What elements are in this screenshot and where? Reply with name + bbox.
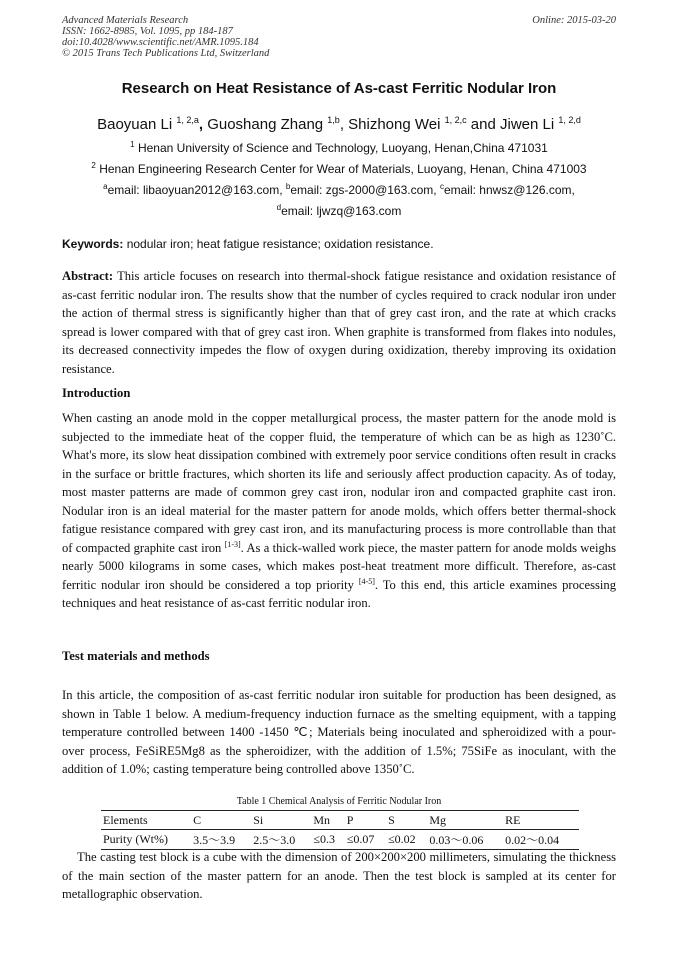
email-text: email: hnwsz@126.com,	[443, 183, 575, 197]
email-sup: b	[285, 182, 291, 191]
online-date: Online: 2015-03-20	[532, 15, 616, 26]
table-header-row	[101, 811, 579, 830]
keywords-text: nodular iron; heat fatigue resistance; oxidation resistance.	[126, 237, 434, 251]
citation-ref: [4-5]	[358, 576, 375, 586]
table-cell: ≤0.02	[386, 830, 427, 850]
journal-name: Advanced Materials Research	[62, 15, 189, 26]
citation-ref: [1-3]	[224, 539, 241, 549]
table-caption: Table 1 Chemical Analysis of Ferritic Nodular Iron	[236, 796, 442, 807]
methods-paragraph-1: In this article, the composition of as-cast ferritic nodular iron suitable for production has been designed, as shown in Table 1 below. A medium-frequency induction furnace as the smelting equipment, with a tapping temperature controlled between 1400 -1450 ℃; Materials being inoculated and spheroidized with a pour-over process, FeSiRE5Mg8 as the spheroidizer, with the addition of 1.5%; 75SiFe as inoculant, with the addition of 1.0%; casting temperature being controlled above 1350˚C.	[62, 688, 616, 776]
affiliation-1	[0, 140, 678, 155]
abstract-label: Abstract:	[62, 269, 114, 283]
affiliation-sup: 2	[91, 161, 96, 170]
table-header-cell: Mn	[311, 811, 344, 830]
author-list: Baoyuan Li $^{1, 2,a}$, Guoshang Zhang $^{1,b}$, Shizhong Wei $^{1, 2,c}$ and Jiwen Li $^{1, 2,d}$	[97, 115, 581, 133]
table-cell: ≤0.07	[345, 830, 386, 850]
affiliation-text: Henan University of Science and Technology, Luoyang, Henan,China 471031	[137, 141, 548, 155]
author-sup: 1, 2,c	[444, 115, 467, 125]
intro-text-3: . To this end, this article examines processing techniques and heat resistance of as-cast ferritic nodular iron.	[62, 577, 616, 610]
table-header-cell: P	[345, 811, 386, 830]
intro-text-1: When casting an anode mold in the copper metallurgical process, the master pattern for the anode mold is subjected to the immediate heat of the copper fluid, the temperature of which can be as high as 1230˚C. What's more, its slow heat dissipation combined with extremely poor service conditions often result in cracks in the surface or brittle fractures, which shorten its life and seriously affect production capacity. As of today, most master patterns are made of common grey cast iron, nodular iron and compacted graphite cast iron. Nodular iron is an ideal material for the master pattern for anode molds, which offers better thermal-shock fatigue resistance compared with grey cast iron, and its manufacturing process is more controllable than that of compacted graphite cast iron	[62, 411, 616, 555]
author-and: and	[470, 116, 496, 133]
copyright-line: © 2015 Trans Tech Publications Ltd, Switzerland	[62, 48, 270, 59]
publication-info	[62, 15, 269, 59]
introduction-paragraph	[62, 409, 616, 613]
email-sup: d	[276, 203, 282, 212]
table-cell: 0.02～0.04	[503, 830, 579, 850]
email-sup: a	[103, 182, 108, 191]
table-cell: ≤0.3	[311, 830, 344, 850]
table-row	[101, 830, 579, 850]
affiliation-sup: 1	[130, 140, 135, 149]
table-header-cell: RE	[503, 811, 579, 830]
author-sup: 1, 2,a	[176, 115, 199, 125]
affiliation-text: Henan Engineering Research Center for Wear of Materials, Luoyang, Henan, China 471003	[99, 162, 587, 176]
introduction-heading: Introduction	[62, 386, 131, 400]
author-name: Shizhong Wei	[348, 116, 441, 133]
affiliation-2	[0, 161, 678, 176]
table-header-cell: Elements	[101, 811, 191, 830]
author-name: Baoyuan Li	[97, 116, 173, 133]
email-line-1	[0, 182, 678, 197]
keywords-label: Keywords:	[62, 237, 124, 251]
methods-heading: Test materials and methods	[62, 649, 210, 663]
keywords	[62, 237, 616, 251]
doi-line: doi:10.4028/www.scientific.net/AMR.1095.184	[62, 37, 259, 48]
abstract	[62, 267, 616, 378]
table-cell: Purity (Wt%)	[101, 830, 191, 850]
table-header-cell: C	[191, 811, 251, 830]
email-text: email: zgs-2000@163.com,	[290, 183, 437, 197]
email-text: email: ljwzq@163.com	[281, 204, 402, 218]
email-sup: c	[439, 182, 444, 191]
author-sup: 1, 2,d	[558, 115, 581, 125]
issn-line: ISSN: 1662-8985, Vol. 1095, pp 184-187	[62, 26, 233, 37]
email-text: email: libaoyuan2012@163.com,	[107, 183, 283, 197]
author-name: Guoshang Zhang	[207, 116, 324, 133]
table-header-cell: Mg	[427, 811, 503, 830]
intro-text-2: . As a thick-walled work piece, the master pattern for anode molds weighs nearly 5000 kilograms in some cases, which makes post-heat treatment more difficult. Therefore, as-cast ferritic nodular iron should be considered a top priority	[62, 540, 616, 592]
author-sup: 1,b	[327, 115, 340, 125]
composition-table	[101, 810, 579, 850]
paper-title: Research on Heat Resistance of As-cast Ferritic Nodular Iron	[121, 80, 557, 97]
table-cell: 2.5～3.0	[251, 830, 311, 850]
methods-paragraph-2: The casting test block is a cube with the dimension of 200×200×200 millimeters, simulating the thickness of the main section of the master pattern for an anode. Then the test block is sampled at its center for metallographic observation.	[62, 850, 616, 901]
abstract-text: This article focuses on research into thermal-shock fatigue resistance and oxidation resistance of as-cast ferritic nodular iron. The results show that the number of cycles required to crack nodular iron under the action of thermal stress is significantly higher than that of grey cast iron, and the rate at which cracks spread is lower compared with that of grey cast iron. When graphite is transformed from flakes into nodules, its decreased connectivity impedes the flow of oxygen during oxidization, thereby improving its oxidation resistance.	[62, 269, 617, 376]
table-cell: 0.03～0.06	[427, 830, 503, 850]
table-header-cell: Si	[251, 811, 311, 830]
author-name: Jiwen Li	[500, 116, 555, 133]
table-header-cell: S	[386, 811, 427, 830]
table-cell: 3.5～3.9	[191, 830, 251, 850]
email-line-2	[0, 203, 678, 218]
